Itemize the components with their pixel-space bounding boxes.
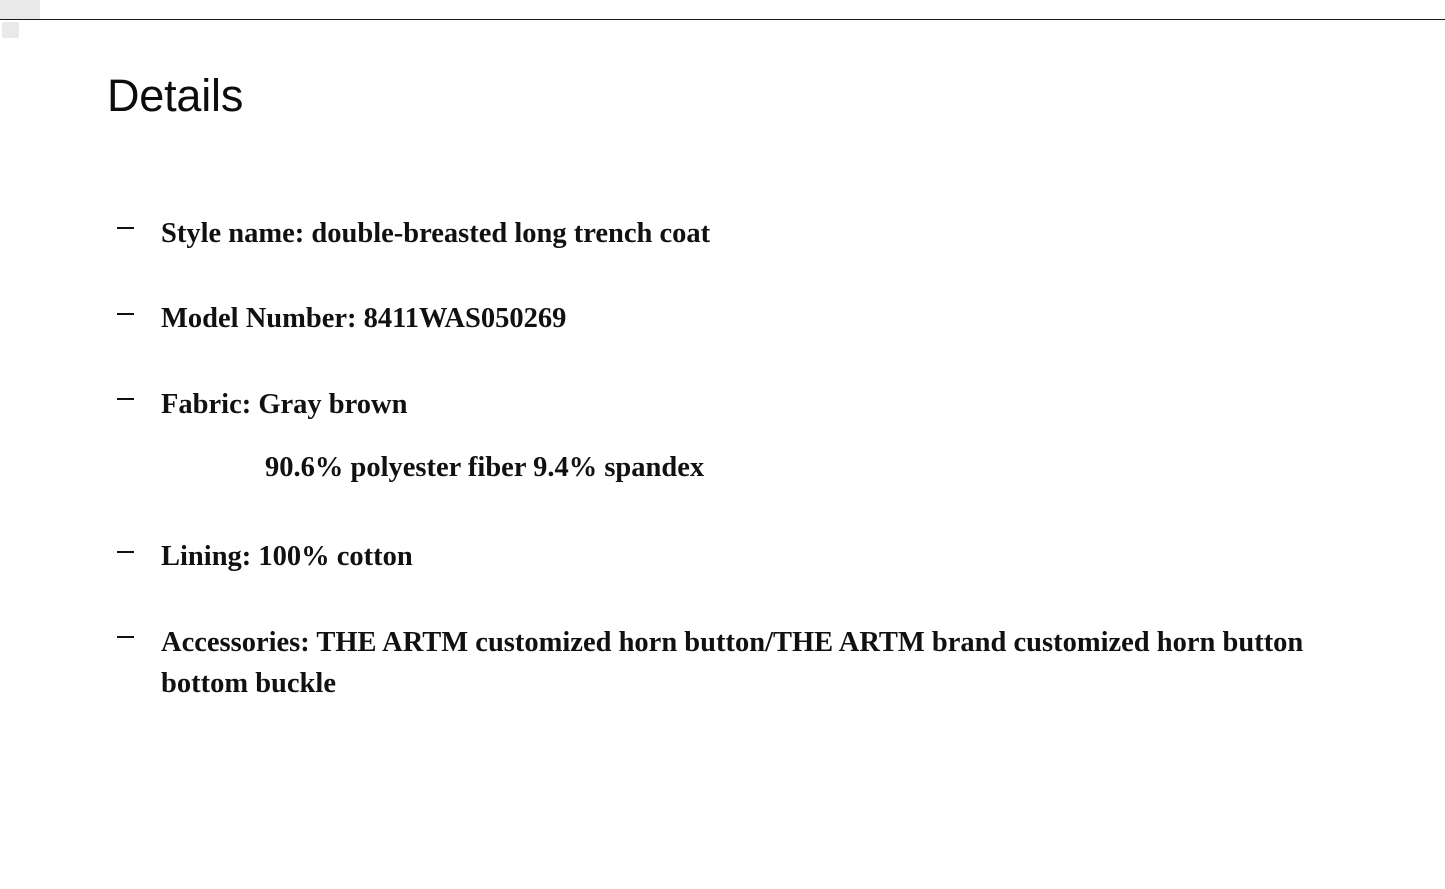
list-item-label: Lining: 100% cotton: [161, 541, 413, 573]
list-item: [107, 536, 1372, 577]
page-title: Details: [107, 70, 244, 121]
list-item-label: Style name: double-breasted long trench coat: [161, 218, 711, 249]
list-item: [107, 213, 1372, 254]
list-item-label: Accessories: THE ARTM customized horn button/THE ARTM brand customized horn button bottom buckle: [161, 626, 1304, 699]
list-item: [107, 622, 1372, 705]
dash-bullet-icon: [117, 551, 134, 553]
list-item: [107, 384, 1372, 425]
header-divider: [0, 19, 1445, 20]
dash-bullet-icon: [117, 227, 134, 229]
dash-bullet-icon: [117, 636, 134, 638]
dash-bullet-icon: [117, 313, 134, 315]
list-item-label: Model Number: 8411WAS050269: [161, 303, 567, 335]
list-item: [107, 298, 1372, 339]
list-item-label: Fabric: Gray brown: [161, 388, 408, 420]
dash-bullet-icon: [117, 398, 134, 400]
scan-artifact-secondary: [2, 22, 19, 38]
scan-artifact-top-left: [0, 0, 40, 19]
fabric-composition-subline: 90.6% polyester fiber 9.4% spandex: [265, 451, 705, 483]
details-list: [107, 213, 1372, 704]
